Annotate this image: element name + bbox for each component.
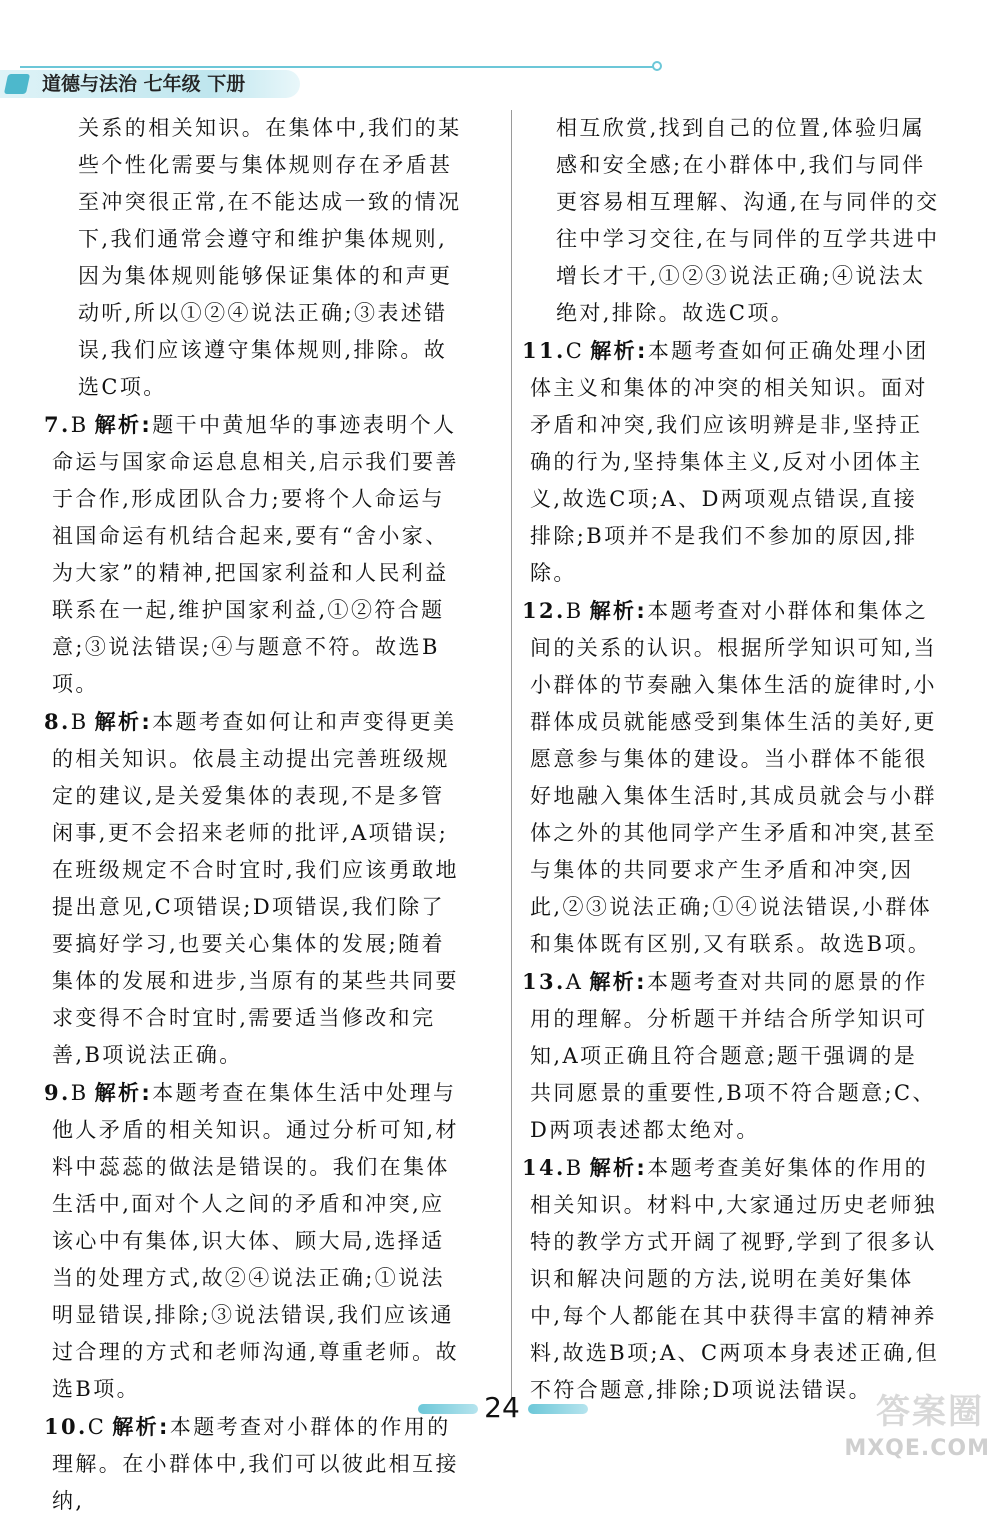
- answer-item-8: [44, 703, 462, 1074]
- answer-item-7: [44, 406, 462, 703]
- column-divider: [511, 110, 512, 1400]
- question-number: 11.: [522, 338, 566, 363]
- question-number: 10.: [44, 1414, 88, 1439]
- explanation-text: 本题考查如何正确处理小团体主义和集体的冲突的相关知识。面对矛盾和冲突,我们应该明辨是非,坚持正确的行为,坚持集体主义,反对小团体主义,故选C项;A、D两项观点错误,直接排除;B项并不是我们不参加的原因,排除。: [530, 339, 929, 585]
- answer-letter: B: [70, 1081, 89, 1105]
- answer-letter: C: [565, 339, 585, 363]
- question-number: 9.: [44, 1080, 71, 1105]
- page-header: [0, 58, 1000, 98]
- answer-item-10-continued: [530, 110, 940, 332]
- analysis-label: 解析:: [94, 1081, 153, 1105]
- footer-left-ornament-icon: [418, 1404, 478, 1414]
- question-number: 12.: [522, 598, 566, 623]
- question-number: 7.: [44, 412, 71, 437]
- analysis-label: 解析:: [589, 970, 647, 994]
- analysis-label: 解析:: [94, 710, 153, 734]
- explanation-text: 本题考查美好集体的作用的相关知识。材料中,大家通过历史老师独特的教学方式开阔了视野,学到了很多认识和解决问题的方法,说明在美好集体中,每个人都能在其中获得丰富的精神养料,故选B项;A、C两项本身表述正确,但不符合题意,排除;D项说法错误。: [530, 1156, 940, 1402]
- footer-right-ornament-icon: [528, 1404, 588, 1414]
- book-title: 道德与法治 七年级 下册: [42, 73, 246, 95]
- page-number: 24: [484, 1391, 520, 1424]
- question-number: 14.: [522, 1155, 566, 1180]
- answer-letter: B: [70, 710, 89, 734]
- watermark-logo: [846, 1392, 994, 1466]
- watermark-logo-text: 答案圈: [876, 1392, 984, 1432]
- explanation-text: 本题考查在集体生活中处理与他人矛盾的相关知识。通过分析可知,材料中蕊蕊的做法是错误的。我们在集体生活中,面对个人之间的矛盾和冲突,应该心中有集体,识大体、顾大局,选择适当的处理方式,故②④说法正确;①说法明显错误,排除;③说法错误,我们应该通过合理的方式和老师沟通,尊重老师。故选B项。: [52, 1081, 459, 1401]
- answer-letter: B: [565, 599, 584, 623]
- analysis-label: 解析:: [589, 599, 648, 623]
- explanation-text: 本题考查对小群体和集体之间的关系的认识。根据所学知识可知,当小群体的节奏融入集体生活的旋律时,小群体成员就能感受到集体生活的美好,更愿意参与集体的建设。当小群体不能很好地融入集体生活时,其成员就会与小群体之外的其他同学产生矛盾和冲突,甚至与集体的共同要求产生矛盾和冲突,因此,②③说法正确;①④说法错误,小群体和集体既有区别,又有联系。故选B项。: [530, 599, 937, 956]
- explanation-text: 关系的相关知识。在集体中,我们的某些个性化需要与集体规则存在矛盾甚至冲突很正常,在不能达成一致的情况下,我们通常会遵守和维护集体规则,因为集体规则能够保证集体的和声更动听,所以①②④说法正确;③表述错误,我们应该遵守集体规则,排除。故选C项。: [78, 116, 462, 399]
- answer-item-14: [522, 1149, 940, 1409]
- analysis-label: 解析:: [94, 413, 153, 437]
- answer-item-6-continued: [52, 110, 462, 406]
- answer-item-13: [522, 963, 940, 1149]
- answer-letter: C: [87, 1415, 107, 1439]
- answer-item-11: [522, 332, 940, 592]
- question-number: 8.: [44, 709, 71, 734]
- watermark-url: MXQE.COM: [844, 1436, 990, 1461]
- answer-letter: A: [565, 970, 584, 994]
- answer-letter: B: [565, 1156, 584, 1180]
- header-rule: [20, 66, 660, 68]
- explanation-text: 相互欣赏,找到自己的位置,体验归属感和安全感;在小群体中,我们与同伴更容易相互理解、沟通,在与同伴的交往中学习交往,在与同伴的互学共进中增长才干,①②③说法正确;④说法太绝对,排除。故选C项。: [556, 116, 940, 325]
- explanation-text: 本题考查对小群体的作用的理解。在小群体中,我们可以彼此相互接纳,: [52, 1415, 459, 1513]
- answer-item-9: [44, 1074, 462, 1408]
- header-decoration-icon: [4, 74, 30, 94]
- answer-item-12: [522, 592, 940, 963]
- analysis-label: 解析:: [112, 1415, 170, 1439]
- analysis-label: 解析:: [590, 339, 648, 363]
- question-number: 13.: [522, 969, 566, 994]
- answer-letter: B: [70, 413, 89, 437]
- explanation-text: 题干中黄旭华的事迹表明个人命运与国家命运息息相关,启示我们要善于合作,形成团队合力;要将个人命运与祖国命运有机结合起来,要有“舍小家、为大家”的精神,把国家利益和人民利益联系在一起,维护国家利益,①②符合题意;③说法错误;④与题意不符。故选B项。: [52, 413, 459, 696]
- right-column: [522, 110, 940, 1409]
- left-column: [44, 110, 462, 1520]
- header-rule-end-dot: [652, 61, 662, 71]
- explanation-text: 本题考查如何让和声变得更美的相关知识。依晨主动提出完善班级规定的建议,是关爱集体的表现,不是多管闲事,更不会招来老师的批评,A项错误;在班级规定不合时宜时,我们应该勇敢地提出意见,C项错误;D项错误,我们除了要搞好学习,也要关心集体的发展;随着集体的发展和进步,当原有的某些共同要求变得不合时宜时,需要适当修改和完善,B项说法正确。: [52, 710, 459, 1067]
- analysis-label: 解析:: [589, 1156, 648, 1180]
- explanation-text: 本题考查对共同的愿景的作用的理解。分析题干并结合所学知识可知,A项正确且符合题意;题干强调的是共同愿景的重要性,B项不符合题意;C、D两项表述都太绝对。: [530, 970, 936, 1142]
